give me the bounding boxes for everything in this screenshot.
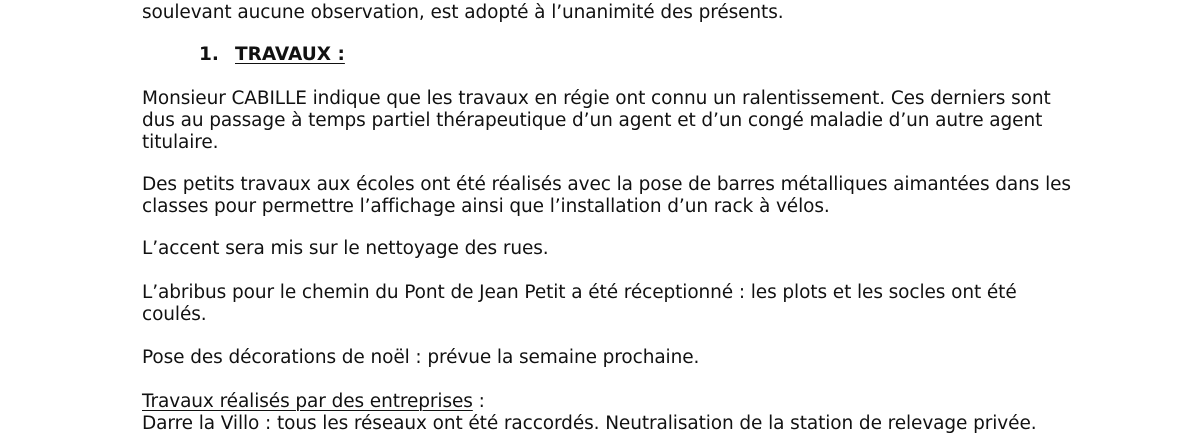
paragraph-line: Des petits travaux aux écoles ont été réalisés avec la pose de barres métalliques aimantées dans les	[142, 174, 1071, 195]
section-title: TRAVAUX :	[235, 44, 345, 65]
paragraph-line: dus au passage à temps partiel thérapeutique d’un agent et d’un congé maladie d’un autre agent	[142, 110, 1043, 131]
paragraph-line: Monsieur CABILLE indique que les travaux en régie ont connu un ralentissement. Ces derniers sont	[142, 88, 1051, 109]
paragraph-line: titulaire.	[142, 132, 219, 153]
section-heading	[199, 44, 345, 66]
paragraph-line: Pose des décorations de noël : prévue la semaine prochaine.	[142, 347, 700, 368]
paragraph-line: L’abribus pour le chemin du Pont de Jean Petit a été réceptionné : les plots et les socles ont été	[142, 282, 1017, 303]
paragraph-line: coulés.	[142, 304, 207, 325]
subsection-first-line: Darre la Villo : tous les réseaux ont été raccordés. Neutralisation de la station de relevage privée.	[142, 413, 1037, 434]
paragraph-line: L’accent sera mis sur le nettoyage des rues.	[142, 238, 549, 259]
subsection-title: Travaux réalisés par des entreprises	[142, 391, 473, 412]
subsection-suffix: :	[472, 391, 485, 412]
intro-line: soulevant aucune observation, est adopté à l’unanimité des présents.	[142, 2, 784, 23]
section-number: 1.	[199, 44, 219, 65]
paragraph-line: classes pour permettre l’affichage ainsi que l’installation d’un rack à vélos.	[142, 196, 830, 217]
subsection-heading	[142, 391, 485, 413]
